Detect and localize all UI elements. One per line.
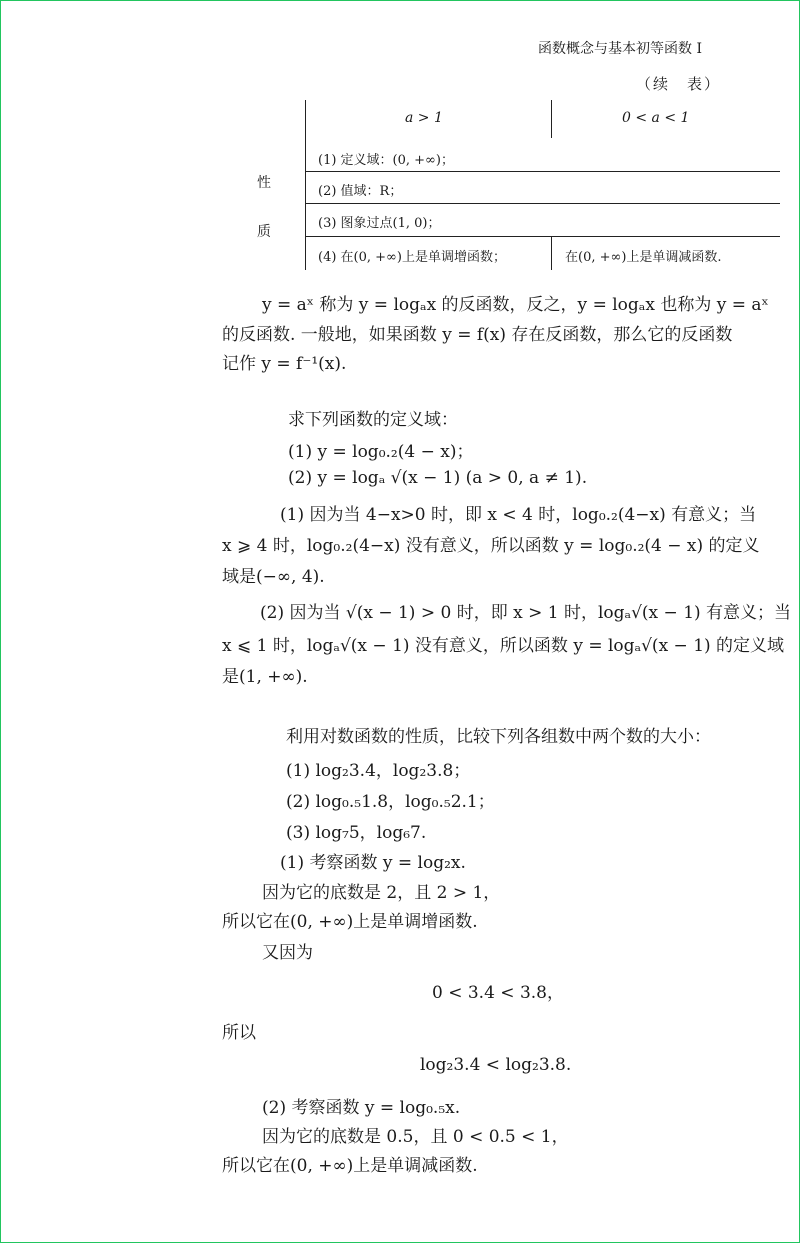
table-row-point: (3) 图象过点(1, 0)； — [318, 216, 441, 231]
example-1-title: 求下列函数的定义域： — [288, 410, 458, 430]
example-2-item-1: (1) log₂3.4，log₂3.8； — [286, 761, 471, 781]
table-row-monotonic-right: 在(0, +∞)上是单调减函数. — [565, 250, 722, 265]
example-2-item-2: (2) log₀.₅1.8，log₀.₅2.1； — [286, 792, 495, 812]
solution-1-line-1: (1) 因为当 4−x>0 时，即 x < 4 时，log₀.₂(4−x) 有意义；当 — [280, 505, 757, 525]
solution-1-line-2: x ⩾ 4 时，log₀.₂(4−x) 没有意义，所以函数 y = log₀.₂(4 − x) 的定义 — [222, 536, 760, 556]
step-therefore: 所以 — [222, 1023, 256, 1043]
table-rule-2 — [305, 203, 780, 204]
step-consider-function-2: (2) 考察函数 y = log₀.₅x. — [262, 1098, 461, 1118]
equation-inequality-2: log₂3.4 < log₂3.8. — [420, 1055, 572, 1075]
table-rule-3 — [305, 236, 780, 237]
example-2-title: 利用对数函数的性质，比较下列各组数中两个数的大小： — [286, 727, 711, 747]
running-header: 函数概念与基本初等函数 I — [538, 41, 702, 57]
table-row-domain: (1) 定义域：(0, +∞)； — [318, 153, 454, 168]
solution-2-line-2: x ⩽ 1 时，logₐ√(x − 1) 没有意义，所以函数 y = logₐ√(x − 1) 的定义域 — [222, 636, 785, 656]
step-decreasing: 所以它在(0, +∞)上是单调减函数. — [222, 1156, 478, 1176]
paragraph-1-line-1: y = aˣ 称为 y = logₐx 的反函数，反之，y = logₐx 也称为 y = aˣ — [262, 295, 769, 315]
table-left-rule — [305, 100, 306, 270]
table-col2-header: 0 < a < 1 — [622, 110, 690, 126]
step-base-1: 因为它的底数是 2，且 2 > 1， — [262, 883, 501, 903]
step-consider-function-1: (1) 考察函数 y = log₂x. — [280, 853, 466, 873]
solution-2-line-1: (2) 因为当 √(x − 1) > 0 时，即 x > 1 时，logₐ√(x − 1) 有意义；当 — [260, 603, 792, 623]
equation-inequality-1: 0 < 3.4 < 3.8， — [432, 983, 564, 1003]
paragraph-1-line-2: 的反函数. 一般地，如果函数 y = f(x) 存在反函数，那么它的反函数 — [222, 325, 733, 345]
example-1-item-1: (1) y = log₀.₂(4 − x)； — [288, 442, 474, 462]
table-row-range: (2) 值域：R； — [318, 184, 403, 199]
example-2-item-3: (3) log₇5，log₆7. — [286, 823, 427, 843]
example-1-item-2: (2) y = logₐ √(x − 1) (a > 0, a ≠ 1). — [288, 468, 588, 488]
step-and-because: 又因为 — [262, 943, 313, 963]
table-col1-header: a > 1 — [405, 110, 443, 126]
table-row4-divider — [551, 236, 552, 270]
table-side-label-1: 性 — [257, 175, 271, 191]
table-continued-note: （续 表） — [636, 75, 722, 93]
step-increasing: 所以它在(0, +∞)上是单调增函数. — [222, 912, 478, 932]
step-base-2: 因为它的底数是 0.5，且 0 < 0.5 < 1， — [262, 1127, 569, 1147]
table-header-divider — [551, 100, 552, 138]
solution-2-line-3: 是(1, +∞). — [222, 667, 308, 687]
table-row-monotonic-left: (4) 在(0, +∞)上是单调增函数； — [318, 250, 506, 265]
solution-1-line-3: 域是(−∞, 4). — [222, 567, 325, 587]
table-rule-1 — [305, 171, 780, 172]
paragraph-1-line-3: 记作 y = f⁻¹(x). — [222, 354, 347, 374]
table-side-label-2: 质 — [257, 224, 271, 240]
